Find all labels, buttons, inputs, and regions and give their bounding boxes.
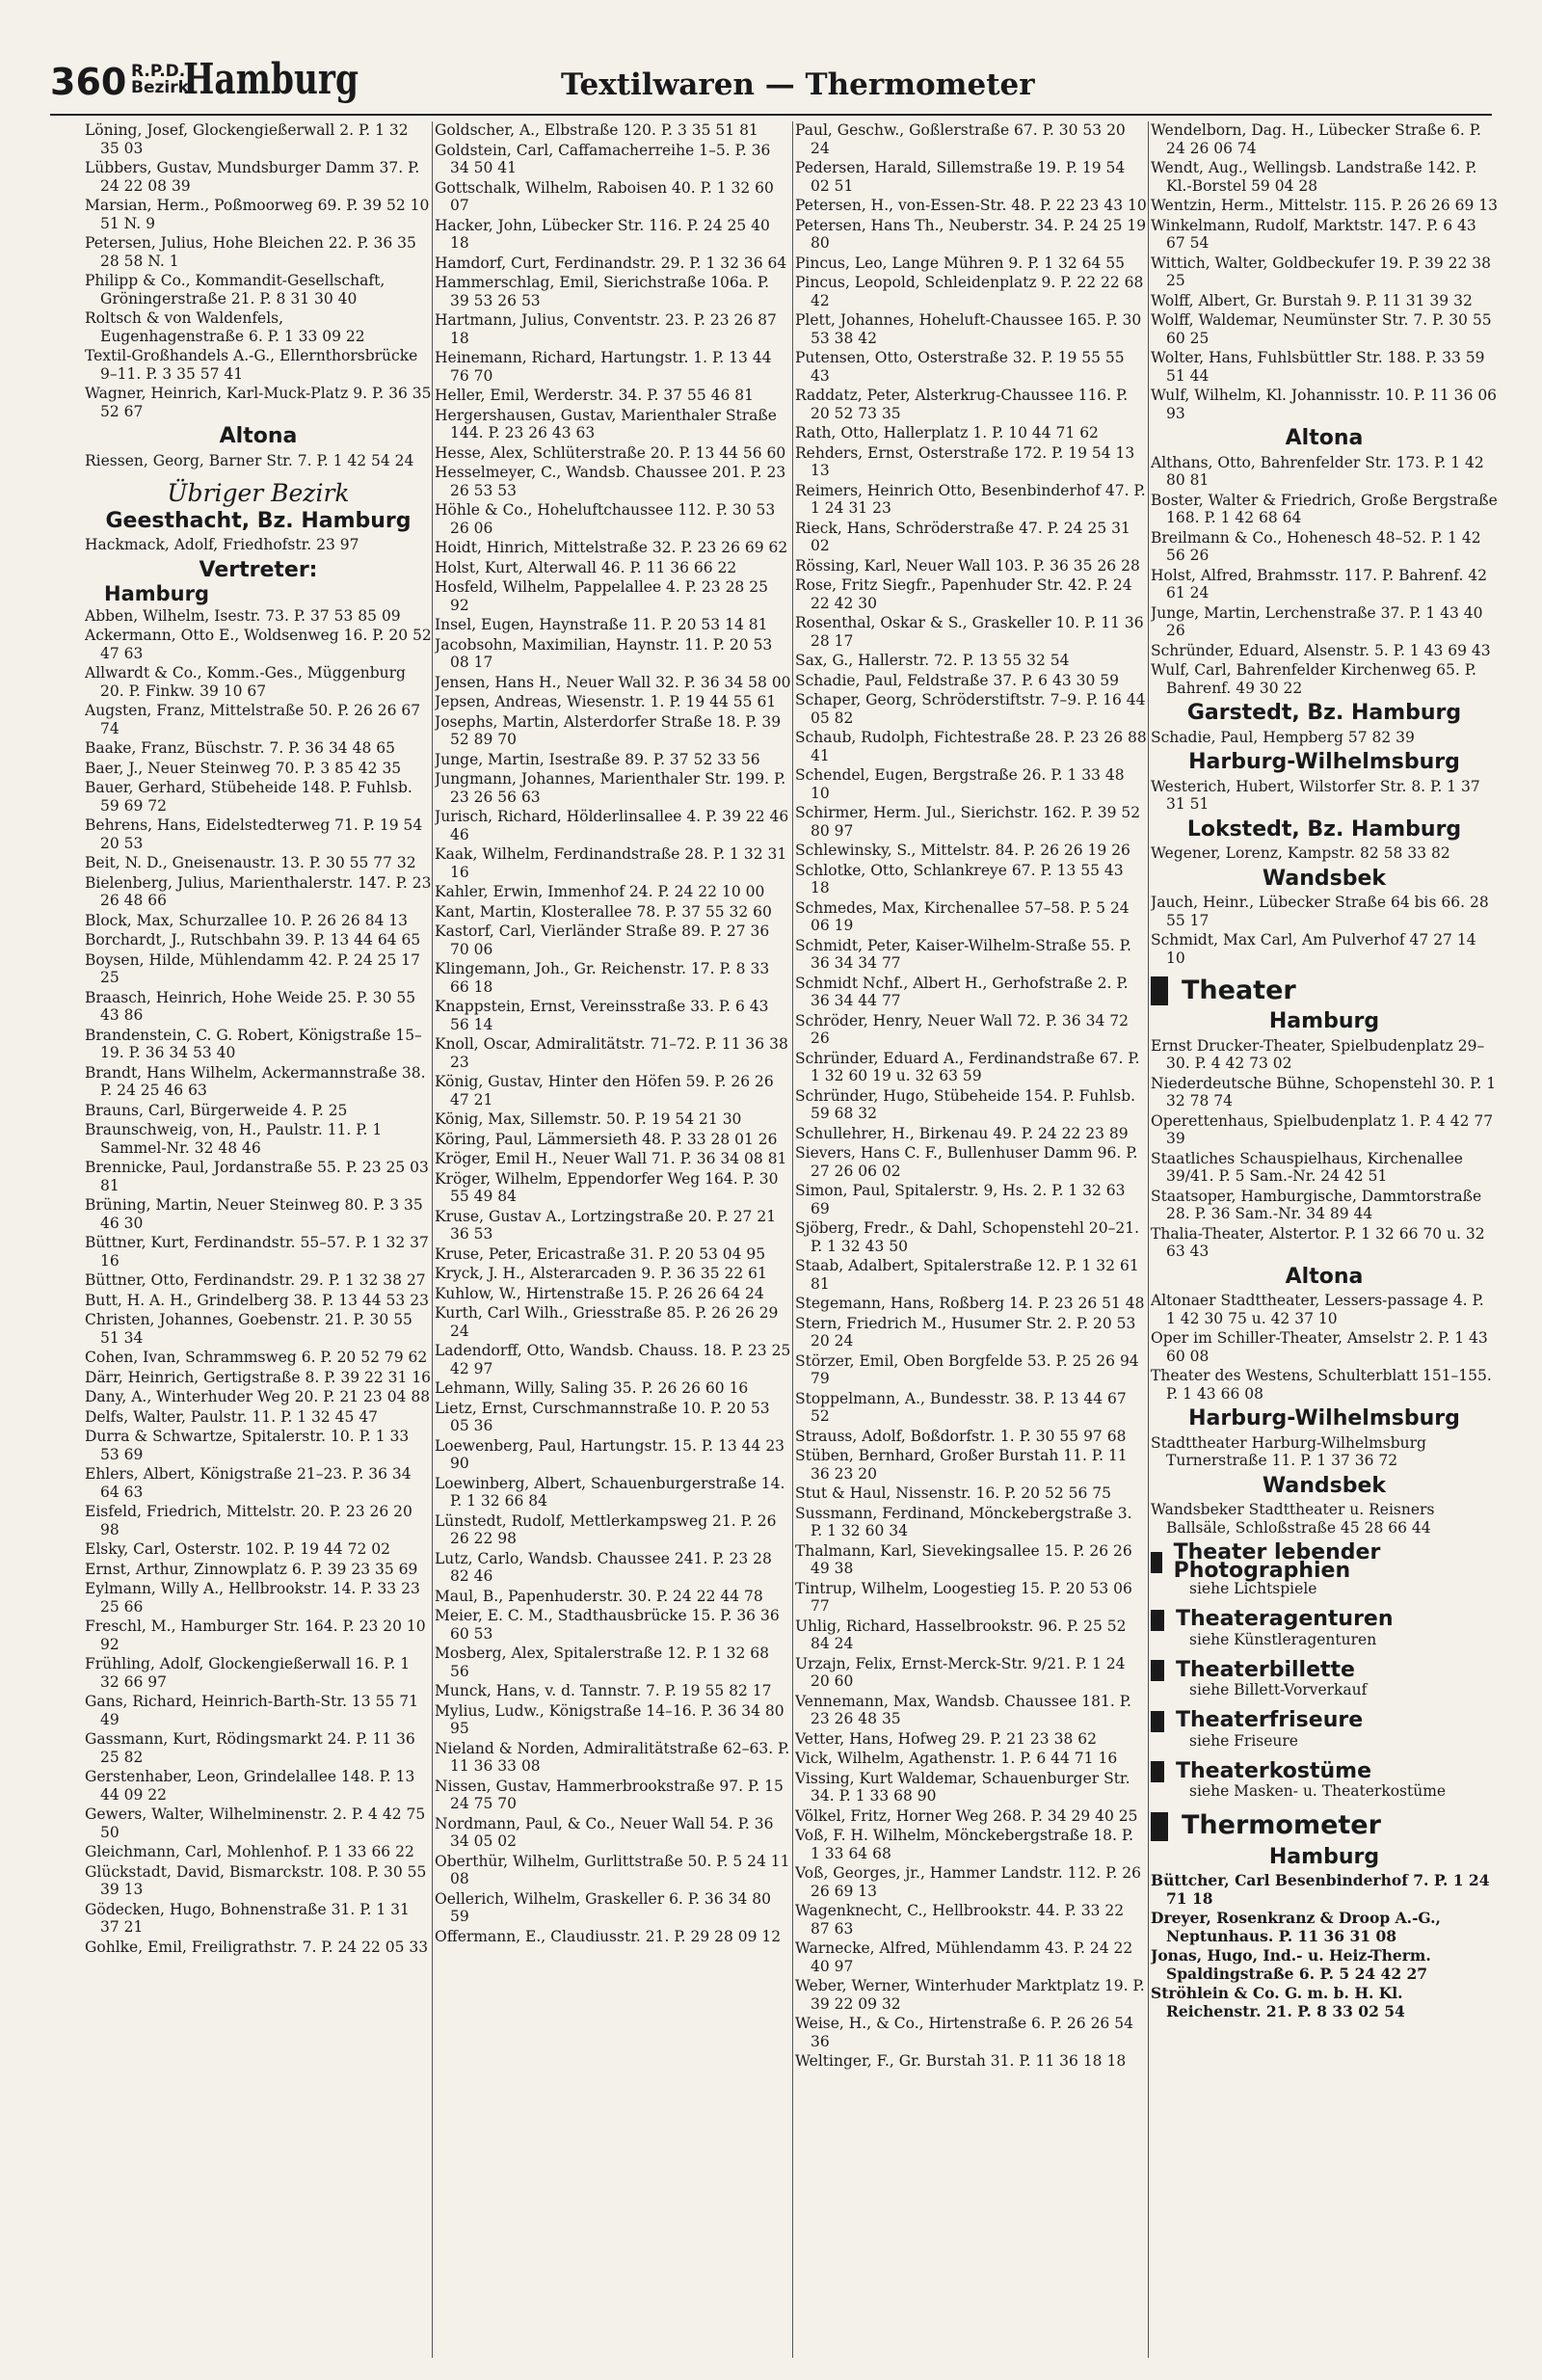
directory-entry: Gerstenhaber, Leon, Grindelallee 148. P. 13 44 09 22 bbox=[85, 1768, 415, 1804]
directory-entry: Ernst, Arthur, Zinnowplatz 6. P. 39 23 35 69 bbox=[85, 1560, 418, 1578]
entry-list bbox=[1151, 844, 1498, 863]
directory-entry: Thalmann, Karl, Sievekingsallee 15. P. 26 26 49 38 bbox=[795, 1541, 1132, 1577]
directory-entry: Schröder, Henry, Neuer Wall 72. P. 36 34 72 26 bbox=[795, 1011, 1129, 1047]
directory-entry: Junge, Martin, Isestraße 89. P. 37 52 33 56 bbox=[435, 750, 760, 768]
directory-entry: Därr, Heinrich, Gertigstraße 8. P. 39 22 31 16 bbox=[85, 1368, 432, 1386]
directory-entry: Jurisch, Richard, Hölderlinsallee 4. P. 39 22 46 46 bbox=[435, 808, 789, 843]
directory-entry: Altonaer Stadttheater, Lessers-passage 4. P. 1 42 30 75 u. 42 37 10 bbox=[1151, 1292, 1484, 1327]
directory-entry: Schaper, Georg, Schröderstiftstr. 7–9. P. 16 44 05 82 bbox=[795, 691, 1146, 727]
directory-entry: Kröger, Emil H., Neuer Wall 71. P. 36 34 08 81 bbox=[435, 1150, 787, 1167]
directory-entry: Reimers, Heinrich Otto, Besenbinderhof 47. P. 1 24 31 23 bbox=[795, 481, 1146, 517]
section-heading-vertreter: Vertreter: bbox=[199, 557, 318, 582]
directory-entry: Gassmann, Kurt, Rödingsmarkt 24. P. 11 36 25 82 bbox=[85, 1730, 415, 1766]
directory-entry: Kurth, Carl Wilh., Griesstraße 85. P. 26 26 29 24 bbox=[435, 1304, 779, 1340]
entry-list bbox=[85, 536, 432, 554]
directory-entry: Kruse, Peter, Ericastraße 31. P. 20 53 04 95 bbox=[435, 1244, 766, 1263]
directory-entry: Schaub, Rudolph, Fichtestraße 28. P. 23 26 88 41 bbox=[795, 729, 1147, 764]
directory-entry: Schmedes, Max, Kirchenallee 57–58. P. 5 24 06 19 bbox=[795, 898, 1130, 934]
directory-entry: Dany, A., Winterhuder Weg 20. P. 21 23 04 88 bbox=[85, 1388, 431, 1405]
directory-entry: Josephs, Martin, Alsterdorfer Straße 18. P. 39 52 89 70 bbox=[435, 712, 782, 748]
directory-entry: Philipp & Co., Kommandit-Gesellschaft, Gröningerstraße 21. P. 8 31 30 40 bbox=[85, 272, 386, 308]
directory-entry: Holst, Alfred, Brahmsstr. 117. P. Bahrenf. 42 61 24 bbox=[1151, 566, 1488, 602]
rpd-label: R.P.D. Bezirk bbox=[131, 62, 189, 97]
entry-list bbox=[85, 121, 432, 420]
section-heading-wandsbek: Wandsbek bbox=[1262, 1473, 1387, 1498]
directory-entry: Althans, Otto, Bahrenfelder Str. 173. P. 1 42 80 81 bbox=[1151, 453, 1484, 489]
directory-entry: Schendel, Eugen, Bergstraße 26. P. 1 33 48 10 bbox=[795, 766, 1125, 802]
city-name: Hamburg bbox=[183, 55, 359, 104]
directory-entry: Urzajn, Felix, Ernst-Merck-Str. 9/21. P. 1 24 20 60 bbox=[795, 1654, 1126, 1690]
directory-entry: Sjöberg, Fredr., & Dahl, Schopenstehl 20–21. P. 1 32 43 50 bbox=[795, 1219, 1140, 1255]
directory-entry: Breilmann & Co., Hohenesch 48–52. P. 1 42 56 26 bbox=[1151, 528, 1481, 564]
directory-entry: Glückstadt, David, Bismarckstr. 108. P. 30 55 39 13 bbox=[85, 1862, 427, 1898]
directory-entry: Wulf, Wilhelm, Kl. Johannisstr. 10. P. 11 36 06 93 bbox=[1151, 387, 1498, 422]
directory-entry: Kryck, J. H., Alsterarcaden 9. P. 36 35 22 61 bbox=[435, 1265, 767, 1282]
directory-entry: König, Gustav, Hinter den Höfen 59. P. 26 26 47 21 bbox=[435, 1073, 774, 1109]
directory-entry: Boysen, Hilde, Mühlendamm 42. P. 24 25 17 25 bbox=[85, 950, 421, 986]
directory-entry: Stüben, Bernhard, Großer Burstah 11. P. 11 36 23 20 bbox=[795, 1447, 1128, 1483]
directory-entry: Munck, Hans, v. d. Tannstr. 7. P. 19 55 82 17 bbox=[435, 1682, 772, 1699]
directory-entry: Gleichmann, Carl, Mohlenhof. P. 1 33 66 22 bbox=[85, 1843, 414, 1860]
directory-entry: Gohlke, Emil, Freiligrathstr. 7. P. 24 22 05 33 bbox=[85, 1938, 429, 1956]
directory-entry: Riessen, Georg, Barner Str. 7. P. 1 42 54 24 bbox=[85, 451, 414, 469]
square-bullet-icon bbox=[1151, 1711, 1164, 1732]
directory-entry: Jauch, Heinr., Lübecker Straße 64 bis 66. 28 55 17 bbox=[1151, 894, 1489, 929]
directory-entry: Thalia-Theater, Alstertor. P. 1 32 66 70 u. 32 63 43 bbox=[1151, 1224, 1485, 1260]
entry-list bbox=[1151, 1434, 1498, 1470]
square-bullet-icon bbox=[1151, 1761, 1164, 1782]
directory-entry: Pincus, Leopold, Schleidenplatz 9. P. 22 22 68 42 bbox=[795, 274, 1144, 309]
directory-entry: Maul, B., Papenhuderstr. 30. P. 24 22 44 78 bbox=[435, 1587, 763, 1605]
directory-entry: Stut & Haul, Nissenstr. 16. P. 20 52 56 75 bbox=[795, 1484, 1111, 1502]
directory-entry: Stegemann, Hans, Roßberg 14. P. 23 26 51 48 bbox=[795, 1295, 1145, 1312]
directory-entry: Warnecke, Alfred, Mühlendamm 43. P. 24 22 40 97 bbox=[795, 1939, 1133, 1975]
directory-entry: Wandsbeker Stadttheater u. Reisners Ballsäle, Schloßstraße 45 28 66 44 bbox=[1151, 1501, 1435, 1537]
directory-entry: Mylius, Ludw., Königstraße 14–16. P. 36 34 80 95 bbox=[435, 1701, 784, 1737]
directory-entry: Textil-Großhandels A.-G., Ellernthorsbrücke 9–11. P. 3 35 57 41 bbox=[85, 347, 418, 383]
directory-entry: Kaak, Wilhelm, Ferdinandstraße 28. P. 1 32 31 16 bbox=[435, 845, 787, 881]
directory-entry: Brandt, Hans Wilhelm, Ackermannstraße 38. P. 24 25 46 63 bbox=[85, 1063, 426, 1099]
directory-entry: Nieland & Norden, Admiralitätstraße 62–63. P. 11 36 33 08 bbox=[435, 1739, 790, 1775]
directory-entry: Lehmann, Willy, Saling 35. P. 26 26 60 16 bbox=[435, 1379, 749, 1397]
directory-entry: Raddatz, Peter, Alsterkrug-Chaussee 116. P. 20 52 73 35 bbox=[795, 387, 1129, 422]
directory-entry: Jacobsohn, Maximilian, Haynstr. 11. P. 20 53 08 17 bbox=[435, 635, 773, 671]
section-heading-uebriger-bezirk: Übriger Bezirk bbox=[167, 479, 350, 507]
entry-list bbox=[1151, 778, 1498, 814]
directory-entry: Staatliches Schauspielhaus, Kirchenallee 39/41. P. 5 Sam.-Nr. 24 42 51 bbox=[1151, 1149, 1463, 1185]
directory-entry: Braasch, Heinrich, Hohe Weide 25. P. 30 55 43 86 bbox=[85, 988, 416, 1024]
directory-entry: Bielenberg, Julius, Marienthalerstr. 147. P. 23 26 48 66 bbox=[85, 873, 432, 909]
directory-entry: Rath, Otto, Hallerplatz 1. P. 10 44 71 62 bbox=[795, 424, 1099, 441]
directory-entry: Bauer, Gerhard, Stübeheide 148. P. Fuhlsb. 59 69 72 bbox=[85, 779, 412, 815]
directory-entry: Schründer, Hugo, Stübeheide 154. P. Fuhlsb. 59 68 32 bbox=[795, 1086, 1136, 1122]
directory-entry: Weber, Werner, Winterhuder Marktplatz 19. P. 39 22 09 32 bbox=[795, 1977, 1145, 2013]
section-heading-lokstedt: Lokstedt, Bz. Hamburg bbox=[1186, 816, 1462, 842]
entry-list bbox=[1151, 894, 1498, 967]
directory-entry: Brüning, Martin, Neuer Steinweg 80. P. 3 35 46 30 bbox=[85, 1196, 423, 1232]
directory-entry: Allwardt & Co., Komm.-Ges., Müggenburg 20. P. Finkw. 39 10 67 bbox=[85, 664, 406, 700]
section-heading-harburg: Harburg-Wilhelmsburg bbox=[1188, 1406, 1460, 1431]
directory-entry: Strauss, Adolf, Boßdorfstr. 1. P. 30 55 97 68 bbox=[795, 1427, 1127, 1445]
directory-entry: Brennicke, Paul, Jordanstraße 55. P. 23 25 03 81 bbox=[85, 1159, 429, 1194]
directory-entry: Kröger, Wilhelm, Eppendorfer Weg 164. P. 30 55 49 84 bbox=[435, 1169, 779, 1205]
directory-entry: Lünstedt, Rudolf, Mettlerkampsweg 21. P. 26 26 22 98 bbox=[435, 1511, 777, 1547]
directory-entry: Kant, Martin, Klosterallee 78. P. 37 55 32 60 bbox=[435, 902, 772, 921]
entry-list bbox=[1151, 1501, 1498, 1537]
page-header bbox=[50, 55, 1496, 108]
directory-entry: Simon, Paul, Spitalerstr. 9, Hs. 2. P. 1 32 63 69 bbox=[795, 1182, 1126, 1217]
directory-entry: Oberthür, Wilhelm, Gurlittstraße 50. P. 5 24 11 08 bbox=[435, 1852, 790, 1887]
directory-entry: Roltsch & von Waldenfels, Eugenhagenstraße 6. P. 1 33 09 22 bbox=[85, 309, 365, 345]
directory-entry: Hacker, John, Lübecker Str. 116. P. 24 25 40 18 bbox=[435, 216, 770, 252]
entry-list bbox=[1151, 454, 1498, 698]
directory-entry: Völkel, Fritz, Horner Weg 268. P. 34 29 40 25 bbox=[795, 1806, 1138, 1825]
directory-entry: Heinemann, Richard, Hartungstr. 1. P. 13 44 76 70 bbox=[435, 349, 772, 385]
directory-entry: Frühling, Adolf, Glockengießerwall 16. P. 1 32 66 97 bbox=[85, 1655, 411, 1691]
square-bullet-icon bbox=[1151, 976, 1168, 1005]
directory-entry: Operettenhaus, Spielbudenplatz 1. P. 4 42 77 39 bbox=[1151, 1111, 1494, 1147]
see-also-text: siehe Billett-Vorverkauf bbox=[1189, 1681, 1368, 1698]
directory-entry: Staab, Adalbert, Spitalerstraße 12. P. 1 32 61 81 bbox=[795, 1257, 1139, 1293]
directory-entry: Wendelborn, Dag. H., Lübecker Straße 6. P. 24 26 06 74 bbox=[1151, 121, 1481, 157]
directory-entry: Meier, E. C. M., Stadthausbrücke 15. P. 36 36 60 53 bbox=[435, 1607, 780, 1643]
directory-entry: Schlotke, Otto, Schlankreye 67. P. 13 55 43 18 bbox=[795, 861, 1124, 896]
directory-entry: Jonas, Hugo, Ind.- u. Heiz-Therm. Spaldingstraße 6. P. 5 24 42 27 bbox=[1151, 1946, 1431, 1983]
directory-entry: Nissen, Gustav, Hammerbrookstraße 97. P. 15 24 75 70 bbox=[435, 1777, 784, 1812]
section-heading-garstedt: Garstedt, Bz. Hamburg bbox=[1186, 701, 1462, 725]
directory-entry: Weise, H., & Co., Hirtenstraße 6. P. 26 26 54 36 bbox=[795, 2015, 1133, 2050]
directory-entry: Jepsen, Andreas, Wiesenstr. 1. P. 19 44 55 61 bbox=[435, 693, 777, 710]
directory-entry: Schmidt Nchf., Albert H., Gerhofstraße 2. P. 36 34 44 77 bbox=[795, 974, 1129, 1009]
directory-entry: Rehders, Ernst, Osterstraße 172. P. 19 54 13 13 bbox=[795, 443, 1135, 479]
directory-entry: Stoppelmann, A., Bundesstr. 38. P. 13 44 67 52 bbox=[795, 1389, 1127, 1425]
entry-list bbox=[795, 121, 1147, 2071]
directory-entry: Ladendorff, Otto, Wandsb. Chauss. 18. P. 23 25 42 97 bbox=[435, 1342, 791, 1377]
entry-list bbox=[435, 121, 791, 1945]
entry-list bbox=[1151, 1037, 1498, 1261]
directory-entry: Elsky, Carl, Osterstr. 102. P. 19 44 72 02 bbox=[85, 1540, 390, 1558]
directory-entry: Ackermann, Otto E., Woldsenweg 16. P. 20 52 47 63 bbox=[85, 627, 432, 662]
directory-entry: Cohen, Ivan, Schrammsweg 6. P. 20 52 79 62 bbox=[85, 1349, 428, 1366]
directory-entry: Pedersen, Harald, Sillemstraße 19. P. 19 54 02 51 bbox=[795, 159, 1126, 195]
section-heading-harburg: Harburg-Wilhelmsburg bbox=[1188, 750, 1460, 774]
directory-entry: Höhle & Co., Hoheluftchaussee 112. P. 30 53 26 06 bbox=[435, 501, 776, 537]
page-number: 360 bbox=[50, 61, 127, 103]
entry-list bbox=[1151, 121, 1498, 422]
directory-entry: Hackmack, Adolf, Friedhofstr. 23 97 bbox=[85, 536, 359, 553]
directory-entry: Mosberg, Alex, Spitalerstraße 12. P. 1 32 68 56 bbox=[435, 1645, 770, 1680]
section-heading-hamburg: Hamburg bbox=[1268, 1844, 1380, 1869]
entry-list bbox=[1151, 1872, 1498, 2020]
directory-entry: Freschl, M., Hamburger Str. 164. P. 23 20 10 92 bbox=[85, 1618, 426, 1653]
directory-entry: Stadttheater Harburg-Wilhelmsburg Turnerstraße 11. P. 1 37 36 72 bbox=[1151, 1433, 1426, 1469]
column-4 bbox=[1151, 121, 1498, 2358]
column-divider bbox=[432, 121, 433, 2358]
section-heading-hamburg: Hamburg bbox=[104, 582, 209, 605]
directory-entry: Eylmann, Willy A., Hellbrookstr. 14. P. 33 23 25 66 bbox=[85, 1580, 420, 1616]
reference-heading: Theateragenturen bbox=[1151, 1610, 1498, 1631]
directory-entry: Ströhlein & Co. G. m. b. H. Kl. Reichenstr. 21. P. 8 33 02 54 bbox=[1151, 1984, 1405, 2020]
directory-entry: Dreyer, Rosenkranz & Droop A.-G., Neptunhaus. P. 11 36 31 08 bbox=[1151, 1909, 1441, 1945]
directory-entry: Gödecken, Hugo, Bohnenstraße 31. P. 1 31 37 21 bbox=[85, 1900, 410, 1936]
directory-entry: Beit, N. D., Gneisenaustr. 13. P. 30 55 77 32 bbox=[85, 854, 416, 871]
directory-entry: Nordmann, Paul, & Co., Neuer Wall 54. P. 36 34 05 02 bbox=[435, 1814, 774, 1850]
directory-entry: Plett, Johannes, Hoheluft-Chaussee 165. P. 30 53 38 42 bbox=[795, 311, 1142, 347]
directory-entry: Rössing, Karl, Neuer Wall 103. P. 36 35 26 28 bbox=[795, 556, 1140, 575]
directory-entry: Hesselmeyer, C., Wandsb. Chaussee 201. P. 23 26 53 53 bbox=[435, 464, 786, 499]
column-3 bbox=[795, 121, 1147, 2358]
directory-entry: Hosfeld, Wilhelm, Pappelallee 4. P. 23 28 25 92 bbox=[435, 578, 768, 614]
column-1 bbox=[85, 121, 432, 2358]
reference-heading: Theaterfriseure bbox=[1151, 1711, 1498, 1732]
directory-entry: Stern, Friedrich M., Husumer Str. 2. P. 20 53 20 24 bbox=[795, 1314, 1136, 1350]
directory-entry: Paul, Geschw., Goßlerstraße 67. P. 30 53 20 24 bbox=[795, 121, 1126, 157]
directory-entry: Köring, Paul, Lämmersieth 48. P. 33 28 01 26 bbox=[435, 1130, 778, 1148]
directory-entry: Vick, Wilhelm, Agathenstr. 1. P. 6 44 71 16 bbox=[795, 1750, 1118, 1767]
directory-entry: Störzer, Emil, Oben Borgfelde 53. P. 25 26 94 79 bbox=[795, 1351, 1139, 1387]
see-also-text: siehe Masken- u. Theaterkostüme bbox=[1189, 1782, 1447, 1800]
directory-entry: Knoll, Oscar, Admiralitätstr. 71–72. P. 11 36 38 23 bbox=[435, 1035, 788, 1071]
directory-entry: Borchardt, J., Rutschbahn 39. P. 13 44 64 65 bbox=[85, 931, 421, 949]
directory-entry: Oellerich, Wilhelm, Graskeller 6. P. 36 34 80 59 bbox=[435, 1889, 771, 1925]
entry-list bbox=[1151, 1292, 1498, 1403]
directory-entry: König, Max, Sillemstr. 50. P. 19 54 21 30 bbox=[435, 1110, 742, 1128]
section-heading-wandsbek: Wandsbek bbox=[1262, 866, 1387, 891]
directory-entry: Wegener, Lorenz, Kampstr. 82 58 33 82 bbox=[1151, 844, 1450, 862]
reference-heading: Theater lebender Photographien bbox=[1151, 1544, 1498, 1580]
category-heading-theater: Theater bbox=[1151, 976, 1498, 1005]
section-heading-altona: Altona bbox=[219, 424, 298, 448]
directory-entry: Büttcher, Carl Besenbinderhof 7. P. 1 24 71 18 bbox=[1151, 1871, 1490, 1908]
category-heading-thermometer: Thermometer bbox=[1151, 1812, 1498, 1841]
see-also-text: siehe Lichtspiele bbox=[1189, 1580, 1317, 1597]
directory-entry: Vissing, Kurt Waldemar, Schauenburger Str. 34. P. 1 33 68 90 bbox=[795, 1769, 1130, 1805]
directory-entry: Tintrup, Wilhelm, Loogestieg 15. P. 20 53 06 77 bbox=[795, 1579, 1132, 1615]
section-heading-altona: Altona bbox=[1285, 426, 1364, 450]
directory-entry: Löning, Josef, Glockengießerwall 2. P. 1 32 35 03 bbox=[85, 121, 409, 157]
column-divider bbox=[1148, 121, 1149, 2358]
directory-entry: Behrens, Hans, Eidelstedterweg 71. P. 19 54 20 53 bbox=[85, 816, 423, 852]
directory-entry: Augsten, Franz, Mittelstraße 50. P. 26 26 67 74 bbox=[85, 702, 421, 737]
directory-entry: Wendt, Aug., Wellingsb. Landstraße 142. P. Kl.-Borstel 59 04 28 bbox=[1151, 159, 1477, 195]
directory-entry: Baer, J., Neuer Steinweg 70. P. 3 85 42 35 bbox=[85, 759, 402, 777]
directory-entry: Ernst Drucker-Theater, Spielbudenplatz 29–30. P. 4 42 73 02 bbox=[1151, 1036, 1485, 1072]
directory-entry: Weltinger, F., Gr. Burstah 31. P. 11 36 18 18 bbox=[795, 2052, 1127, 2070]
directory-entry: Schmidt, Max Carl, Am Pulverhof 47 27 14 10 bbox=[1151, 931, 1476, 967]
directory-entry: Voß, Georges, jr., Hammer Landstr. 112. P. 26 26 69 13 bbox=[795, 1864, 1141, 1900]
directory-entry: Schründer, Eduard, Alsenstr. 5. P. 1 43 69 43 bbox=[1151, 641, 1491, 659]
directory-entry: Schlewinsky, S., Mittelstr. 84. P. 26 26 19 26 bbox=[795, 842, 1130, 859]
directory-entry: Kastorf, Carl, Vierländer Straße 89. P. 27 36 70 06 bbox=[435, 923, 770, 958]
directory-entry: Hammerschlag, Emil, Sierichstraße 106a. P. 39 53 26 53 bbox=[435, 274, 770, 309]
reference-heading: Theaterkostüme bbox=[1151, 1761, 1498, 1782]
directory-entry: Lübbers, Gustav, Mundsburger Damm 37. P. 24 22 08 39 bbox=[85, 159, 420, 195]
directory-entry: Hartmann, Julius, Conventstr. 23. P. 23 26 87 18 bbox=[435, 311, 777, 347]
directory-entry: Holst, Kurt, Alterwall 46. P. 11 36 66 22 bbox=[435, 558, 737, 576]
directory-entry: Büttner, Otto, Ferdinandstr. 29. P. 1 32 38 27 bbox=[85, 1271, 426, 1289]
directory-entry: Schirmer, Herm. Jul., Sierichstr. 162. P. 39 52 80 97 bbox=[795, 804, 1141, 840]
section-heading-altona: Altona bbox=[1285, 1264, 1364, 1289]
directory-entry: Wolff, Waldemar, Neumünster Str. 7. P. 30 55 60 25 bbox=[1151, 311, 1492, 347]
reference-list bbox=[1151, 1540, 1498, 1801]
section-heading-geesthacht: Geesthacht, Bz. Hamburg bbox=[105, 508, 412, 533]
directory-entry: Niederdeutsche Bühne, Schopenstehl 30. P. 1 32 78 74 bbox=[1151, 1074, 1497, 1110]
directory-entry: Goldscher, A., Elbstraße 120. P. 3 35 51 81 bbox=[435, 121, 758, 139]
directory-entry: Durra & Schwartze, Spitalerstr. 10. P. 1 33 53 69 bbox=[85, 1428, 410, 1463]
directory-entry: Wagenknecht, C., Hellbrookstr. 44. P. 33 22 87 63 bbox=[795, 1902, 1125, 1938]
directory-entry: Brauns, Carl, Bürgerweide 4. P. 25 bbox=[85, 1101, 348, 1119]
directory-entry: Petersen, Julius, Hohe Bleichen 22. P. 36 35 28 58 N. 1 bbox=[85, 234, 416, 270]
column-divider bbox=[792, 121, 793, 2358]
directory-entry: Hergershausen, Gustav, Marienthaler Straße 144. P. 23 26 43 63 bbox=[435, 406, 777, 441]
directory-entry: Winkelmann, Rudolf, Marktstr. 147. P. 6 43 67 54 bbox=[1151, 216, 1476, 252]
entry-list bbox=[1151, 729, 1498, 747]
directory-entry: Lietz, Ernst, Curschmannstraße 10. P. 20 53 05 36 bbox=[435, 1399, 770, 1434]
square-bullet-icon bbox=[1151, 1660, 1164, 1681]
directory-entry: Petersen, Hans Th., Neuberstr. 34. P. 24 25 19 80 bbox=[795, 216, 1147, 252]
directory-entry: Lutz, Carlo, Wandsb. Chaussee 241. P. 23 28 82 46 bbox=[435, 1549, 772, 1585]
directory-entry: Christen, Johannes, Goebenstr. 21. P. 30 55 51 34 bbox=[85, 1311, 412, 1347]
directory-entry: Rosenthal, Oskar & S., Graskeller 10. P. 11 36 28 17 bbox=[795, 614, 1144, 650]
directory-entry: Baake, Franz, Büschstr. 7. P. 36 34 48 65 bbox=[85, 739, 395, 757]
directory-entry: Wagner, Heinrich, Karl-Muck-Platz 9. P. 36 35 52 67 bbox=[85, 385, 432, 420]
directory-entry: Petersen, H., von-Essen-Str. 48. P. 22 23 43 10 bbox=[795, 197, 1147, 214]
directory-entry: Offermann, E., Claudiusstr. 21. P. 29 28 09 12 bbox=[435, 1927, 782, 1945]
directory-entry: Goldstein, Carl, Caffamacherreihe 1–5. P. 36 34 50 41 bbox=[435, 141, 771, 176]
square-bullet-icon bbox=[1151, 1812, 1168, 1841]
directory-entry: Wentzin, Herm., Mittelstr. 115. P. 26 26 69 13 bbox=[1151, 197, 1498, 214]
column-2 bbox=[435, 121, 791, 2358]
directory-entry: Eisfeld, Friedrich, Mittelstr. 20. P. 23 26 20 98 bbox=[85, 1503, 412, 1538]
directory-entry: Staatsoper, Hamburgische, Dammtorstraße 28. P. 36 Sam.-Nr. 34 89 44 bbox=[1151, 1187, 1482, 1222]
directory-entry: Rieck, Hans, Schröderstraße 47. P. 24 25 31 02 bbox=[795, 519, 1130, 554]
directory-entry: Putensen, Otto, Osterstraße 32. P. 19 55 55 43 bbox=[795, 349, 1125, 385]
directory-entry: Hesse, Alex, Schlüterstraße 20. P. 13 44 56 60 bbox=[435, 443, 786, 462]
directory-entry: Westerich, Hubert, Wilstorfer Str. 8. P. 1 37 31 51 bbox=[1151, 777, 1480, 813]
directory-entry: Schründer, Eduard A., Ferdinandstraße 67. P. 1 32 60 19 u. 32 63 59 bbox=[795, 1049, 1140, 1084]
directory-entry: Sussmann, Ferdinand, Mönckebergstraße 3. P. 1 32 60 34 bbox=[795, 1504, 1132, 1539]
see-also-text: siehe Friseure bbox=[1189, 1731, 1298, 1750]
directory-entry: Wolter, Hans, Fuhlsbüttler Str. 188. P. 33 59 51 44 bbox=[1151, 349, 1485, 385]
directory-entry: Klingemann, Joh., Gr. Reichenstr. 17. P. 8 33 66 18 bbox=[435, 960, 770, 996]
directory-entry: Wolff, Albert, Gr. Burstah 9. P. 11 31 39 32 bbox=[1151, 291, 1473, 309]
directory-entry: Büttner, Kurt, Ferdinandstr. 55–57. P. 1 32 37 16 bbox=[85, 1234, 429, 1270]
page-title: Textilwaren — Thermometer bbox=[561, 67, 1035, 102]
directory-entry: Delfs, Walter, Paulstr. 11. P. 1 32 45 47 bbox=[85, 1407, 379, 1426]
reference-heading: Theaterbillette bbox=[1151, 1660, 1498, 1681]
directory-entry: Loewinberg, Albert, Schauenburgerstraße 14. P. 1 32 66 84 bbox=[435, 1474, 785, 1510]
directory-entry: Butt, H. A. H., Grindelberg 38. P. 13 44 53 23 bbox=[85, 1291, 429, 1309]
directory-entry: Wittich, Walter, Goldbeckufer 19. P. 39 22 38 25 bbox=[1151, 254, 1492, 289]
directory-entry: Vetter, Hans, Hofweg 29. P. 21 23 38 62 bbox=[795, 1729, 1097, 1748]
directory-entry: Rose, Fritz Siegfr., Papenhuder Str. 42. P. 24 22 42 30 bbox=[795, 576, 1132, 612]
directory-entry: Brandenstein, C. G. Robert, Königstraße 15–19. P. 36 34 53 40 bbox=[85, 1026, 422, 1061]
see-also-text: siehe Künstleragenturen bbox=[1189, 1630, 1377, 1648]
directory-entry: Theater des Westens, Schulterblatt 151–155. P. 1 43 66 08 bbox=[1151, 1367, 1492, 1403]
directory-entry: Voß, F. H. Wilhelm, Mönckebergstraße 18. P. 1 33 64 68 bbox=[795, 1827, 1134, 1862]
square-bullet-icon bbox=[1151, 1552, 1162, 1573]
directory-entry: Sax, G., Hallerstr. 72. P. 13 55 32 54 bbox=[795, 652, 1070, 669]
directory-entry: Wulf, Carl, Bahrenfelder Kirchenweg 65. P. Bahrenf. 49 30 22 bbox=[1151, 661, 1476, 697]
directory-entry: Schadie, Paul, Feldstraße 37. P. 6 43 30 59 bbox=[795, 671, 1119, 689]
entry-list bbox=[85, 452, 432, 470]
directory-entry: Gottschalk, Wilhelm, Raboisen 40. P. 1 32 60 07 bbox=[435, 178, 774, 214]
directory-entry: Braunschweig, von, H., Paulstr. 11. P. 1 Sammel-Nr. 32 48 46 bbox=[85, 1121, 383, 1157]
directory-entry: Schadie, Paul, Hempberg 57 82 39 bbox=[1151, 728, 1415, 746]
directory-entry: Knappstein, Ernst, Vereinsstraße 33. P. 6 43 56 14 bbox=[435, 998, 769, 1033]
directory-entry: Junge, Martin, Lerchenstraße 37. P. 1 43 40 26 bbox=[1151, 603, 1483, 639]
directory-entry: Marsian, Herm., Poßmoorweg 69. P. 39 52 10 51 N. 9 bbox=[85, 197, 430, 232]
directory-entry: Pincus, Leo, Lange Mühren 9. P. 1 32 64 55 bbox=[795, 254, 1126, 272]
directory-entry: Kuhlow, W., Hirtenstraße 15. P. 26 26 64 24 bbox=[435, 1284, 764, 1302]
header-rule bbox=[50, 114, 1492, 116]
directory-entry: Hamdorf, Curt, Ferdinandstr. 29. P. 1 32 36 64 bbox=[435, 254, 787, 272]
directory-entry: Kruse, Gustav A., Lortzingstraße 20. P. 27 21 36 53 bbox=[435, 1207, 777, 1243]
directory-entry: Vennemann, Max, Wandsb. Chaussee 181. P. 23 26 48 35 bbox=[795, 1692, 1131, 1727]
directory-entry: Schullehrer, H., Birkenau 49. P. 24 22 23 89 bbox=[795, 1124, 1129, 1142]
directory-entry: Jensen, Hans H., Neuer Wall 32. P. 36 34 58 00 bbox=[435, 673, 791, 691]
directory-entry: Heller, Emil, Werderstr. 34. P. 37 55 46 81 bbox=[435, 387, 755, 404]
directory-entry: Insel, Eugen, Haynstraße 11. P. 20 53 14 81 bbox=[435, 616, 768, 633]
directory-entry: Kahler, Erwin, Immenhof 24. P. 24 22 10 00 bbox=[435, 883, 765, 900]
entry-list bbox=[85, 607, 432, 1957]
directory-entry: Jungmann, Johannes, Marienthaler Str. 199. P. 23 26 56 63 bbox=[435, 770, 786, 806]
directory-entry: Block, Max, Schurzallee 10. P. 26 26 84 13 bbox=[85, 911, 408, 929]
directory-entry: Boster, Walter & Friedrich, Große Bergstraße 168. P. 1 42 68 64 bbox=[1151, 491, 1498, 526]
square-bullet-icon bbox=[1151, 1610, 1164, 1631]
directory-entry: Abben, Wilhelm, Isestr. 73. P. 37 53 85 09 bbox=[85, 606, 401, 625]
directory-entry: Gewers, Walter, Wilhelminenstr. 2. P. 4 42 75 50 bbox=[85, 1805, 426, 1841]
directory-entry: Schmidt, Peter, Kaiser-Wilhelm-Straße 55. P. 36 34 34 77 bbox=[795, 936, 1131, 972]
section-heading-hamburg: Hamburg bbox=[1268, 1009, 1380, 1033]
directory-entry: Uhlig, Richard, Hasselbrookstr. 96. P. 25 52 84 24 bbox=[795, 1617, 1127, 1652]
directory-entry: Ehlers, Albert, Königstraße 21–23. P. 36 34 64 63 bbox=[85, 1465, 412, 1501]
directory-entry: Gans, Richard, Heinrich-Barth-Str. 13 55 71 49 bbox=[85, 1693, 418, 1728]
directory-entry: Loewenberg, Paul, Hartungstr. 15. P. 13 44 23 90 bbox=[435, 1436, 785, 1472]
directory-entry: Hoidt, Hinrich, Mittelstraße 32. P. 23 26 69 62 bbox=[435, 539, 788, 556]
directory-entry: Sievers, Hans C. F., Bullenhuser Damm 96. P. 27 26 06 02 bbox=[795, 1144, 1138, 1180]
directory-entry: Oper im Schiller-Theater, Amselstr 2. P. 1 43 60 08 bbox=[1151, 1329, 1488, 1365]
